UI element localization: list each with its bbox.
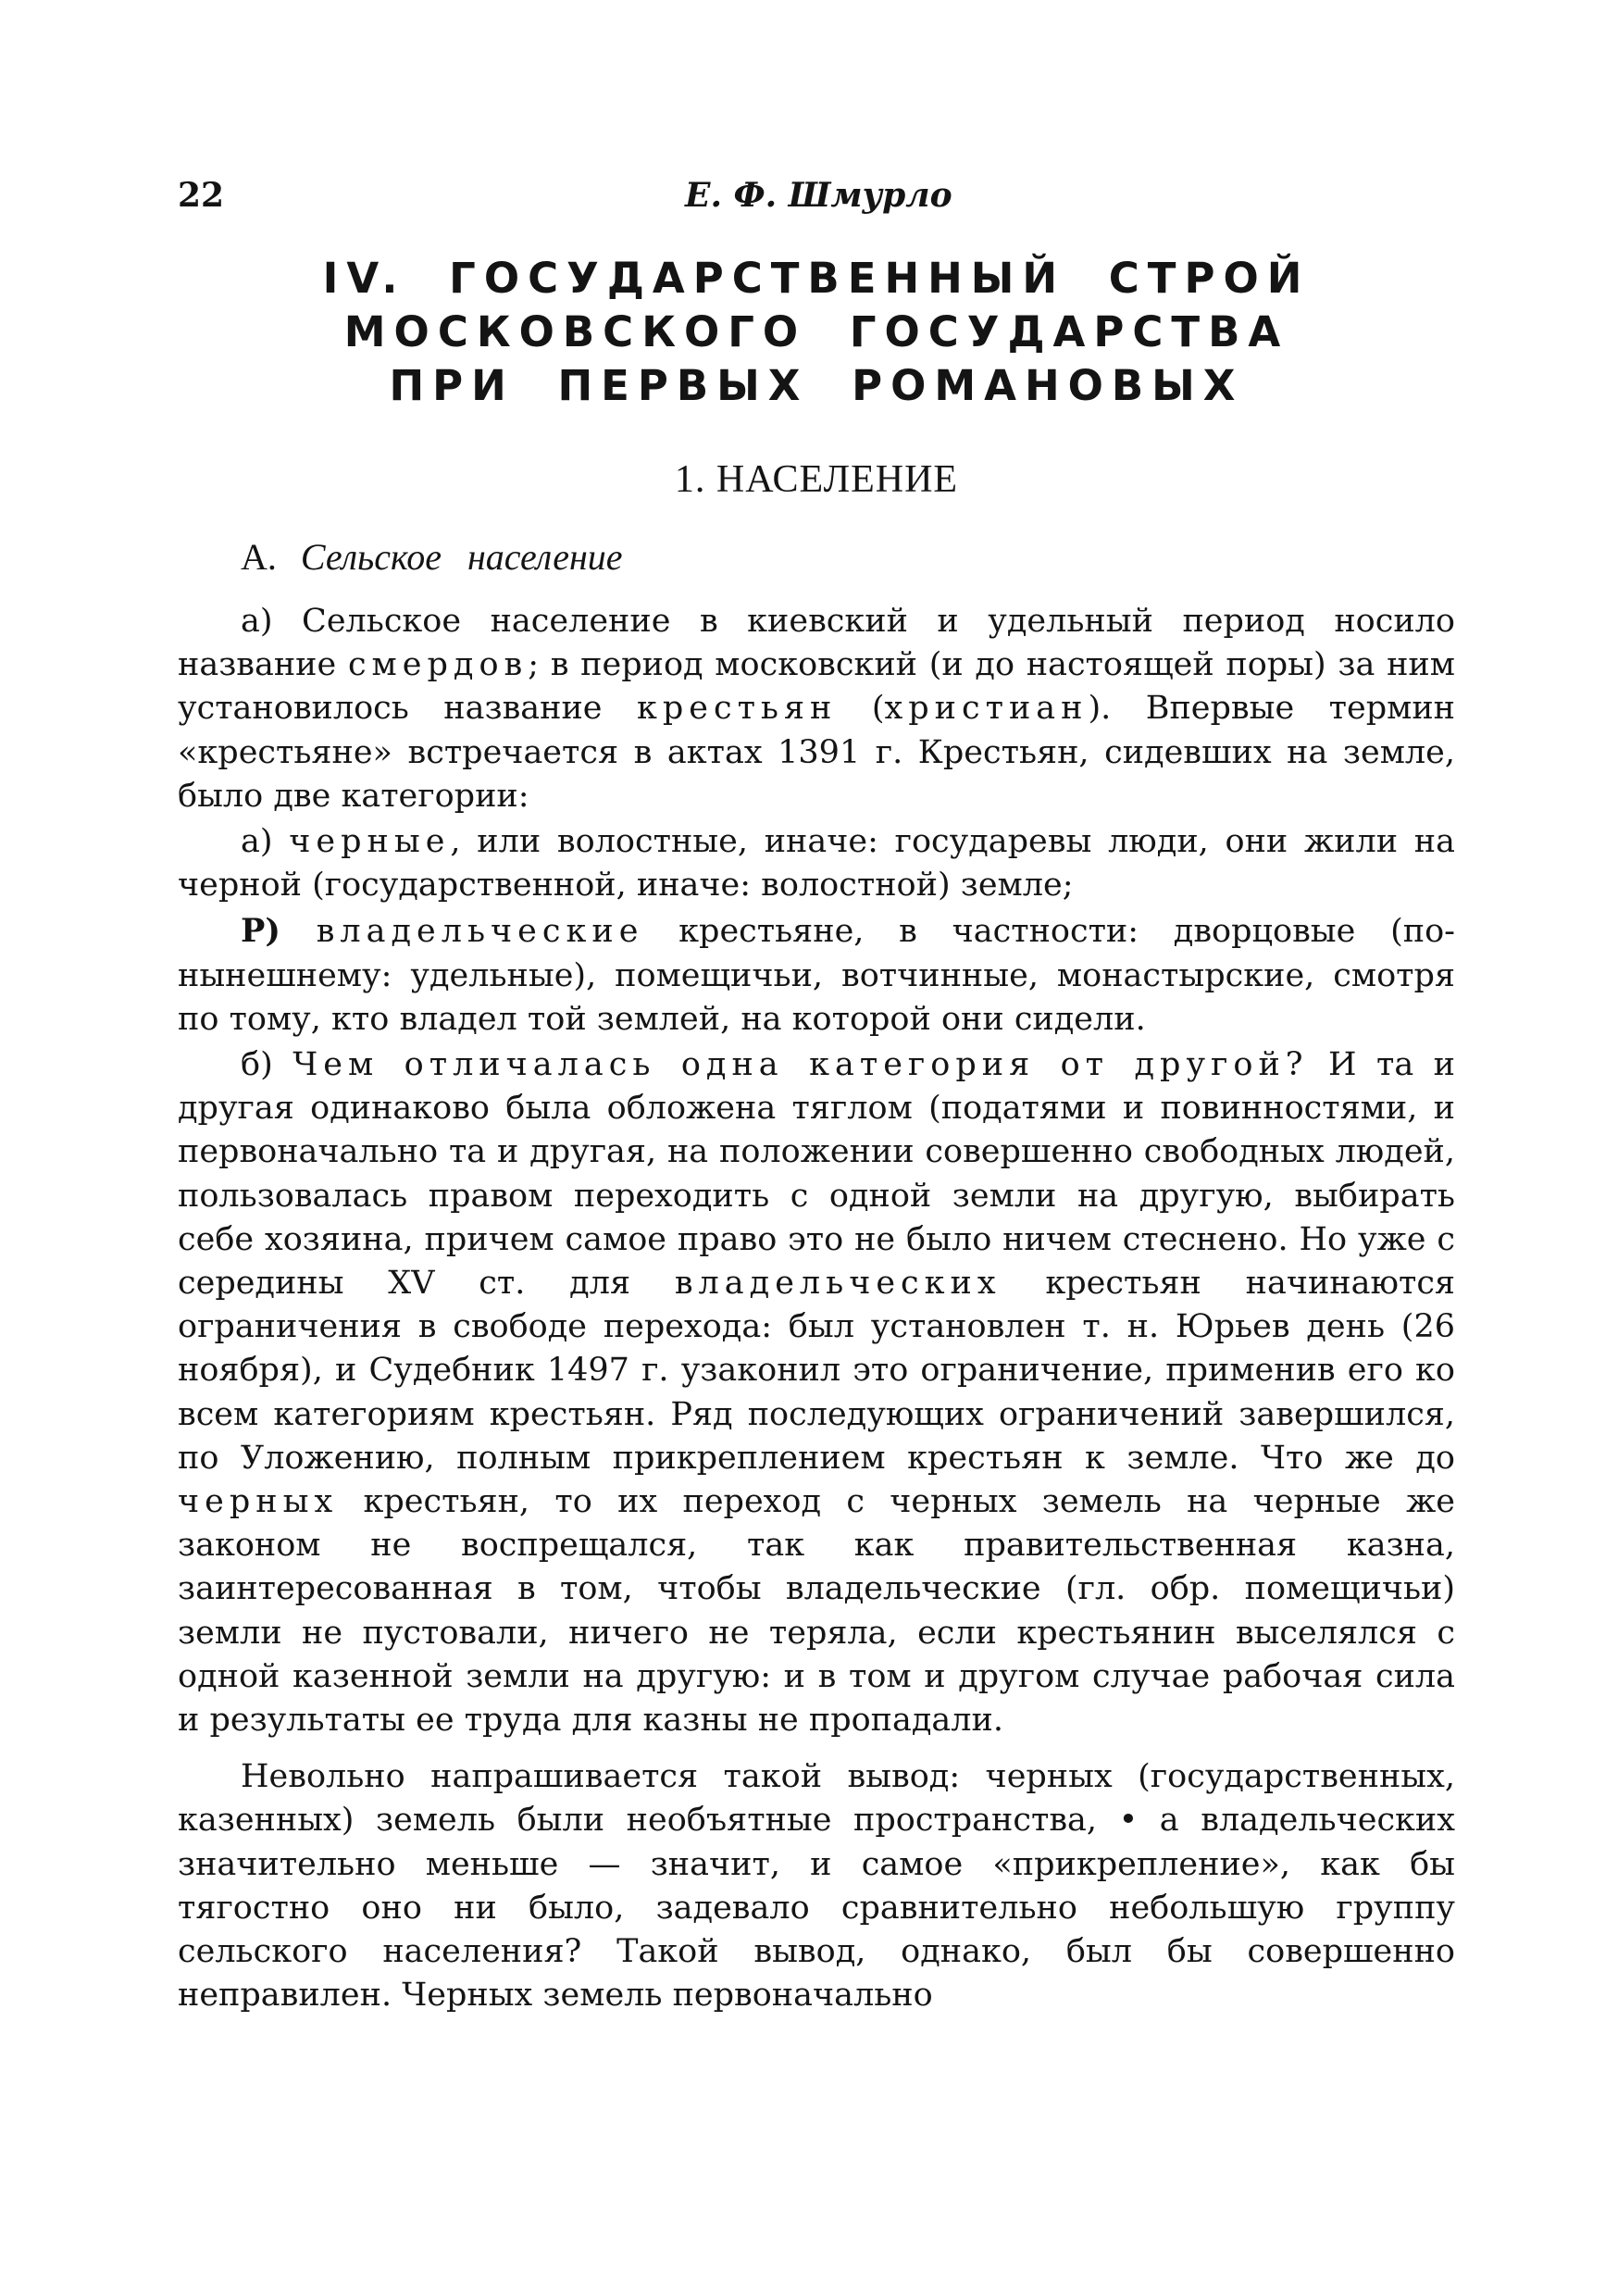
paragraph-1-text-e: ( [837, 690, 885, 728]
page-number: 22 [178, 176, 225, 215]
paragraph-1-term-krestyane: крестьян [636, 690, 838, 728]
chapter-title [178, 252, 1455, 413]
section-heading: 1. НАСЕЛЕНИЕ [674, 458, 959, 501]
paragraph-1-text-c: ; в период московский (и до настоящей поры) за ним установилось название [178, 646, 1455, 728]
paragraph-3 [178, 909, 1455, 1042]
paragraph-1-term-smerdy: смердов [347, 646, 529, 684]
paragraph-4-text-c: И та и другая одинаково была обложена тяглом (податями и повинностями, и первоначально та и другая, на положении совершенно свободных людей, пользовалась правом переходить с одной земли на другую, выбирать себе хозяина, причем самое право это не было ничем стеснено. Но уже с середины XV ст. для [178, 1046, 1455, 1303]
paragraph-2-term-chernye: черные [289, 823, 451, 861]
paragraph-4-text-e: крестьян начинаются ограничения в свободе перехода: был установлен т. н. Юрьев день (26 ноября), и Судебник 1497 г. узаконил это ограничение, применив его ко всем категориям крестьян. Ряд последующих ограничений завершился, по Уложению, полным прикреплением крестьян к земле. Что же до [178, 1265, 1455, 1477]
paragraph-2-text-a: а) [241, 823, 290, 861]
paragraph-2-text-c: , или волостные, иначе: государевы люди, они жили на черной (государственной, иначе: волостной) земле; [178, 823, 1455, 905]
paragraph-4-question: Чем отличалась одна категория от другой? [292, 1046, 1309, 1084]
paragraph-3-text-c: крестьяне, в частности: дворцовые (по-нынешнему: удельные), помещичьи, вотчинные, монастырские, смотря по тому, кто владел той землей, на которой они сидели. [178, 913, 1455, 1038]
paragraph-4-term-vladelcheskikh: владельческих [674, 1265, 1002, 1303]
paragraph-3-term-vladelcheskie: владельческие [316, 913, 644, 951]
paragraph-4-text-g: крестьян, то их переход с черных земель на черные же законом не воспрещался, так как правительственная казна, заинтересованная в том, чтобы владельческие (гл. обр. помещичьи) земли не пустовали, ничего не теряла, если крестьянин выселялся с одной казенной земли на другую: и в том и другом случае рабочая сила и результаты ее труда для казны не пропадали. [178, 1483, 1455, 1740]
paragraph-2 [178, 820, 1455, 907]
chapter-title-line-3: ПРИ ПЕРВЫХ РОМАНОВЫХ [389, 361, 1244, 410]
chapter-title-line-1: IV. ГОСУДАРСТВЕННЫЙ СТРОЙ [322, 254, 1311, 303]
paragraph-1-term-khristiane: христиан [884, 690, 1089, 728]
paragraph-3-text-a: Р) [241, 912, 317, 951]
paragraph-4-term-chernykh: черных [178, 1483, 339, 1521]
paragraph-1 [178, 600, 1455, 818]
body-text [178, 600, 1455, 2018]
paragraph-5: Невольно напрашивается такой вывод: черных (государственных, казенных) земель были необъятные пространства, • а владельческих значительно меньше — значит, и самое «прикрепление», как бы тягостно оно ни было, задевало сравнительно небольшую группу сельского населения? Такой вывод, однако, был бы совершенно неправилен. Черных земель первоначально [178, 1758, 1455, 2015]
paragraph-4-text-a: б) [241, 1046, 293, 1084]
chapter-title-line-2: МОСКОВСКОГО ГОСУДАРСТВА [343, 307, 1289, 356]
subsection-letter: А. [241, 536, 277, 578]
subsection-heading [241, 532, 623, 582]
paragraph-1-text-a: а) Сельское население в киевский и удельный период носило название [178, 603, 1455, 684]
paragraph-1-text-g: ). Впервые термин «крестьяне» встречается в актах 1391 г. Крестьян, сидевших на земле, было две категории: [178, 690, 1455, 815]
running-head [178, 172, 1455, 218]
paragraph-4 [178, 1043, 1455, 1742]
subsection-title: Сельское население [300, 536, 623, 578]
running-author: Е. Ф. Шмурло [685, 176, 952, 215]
